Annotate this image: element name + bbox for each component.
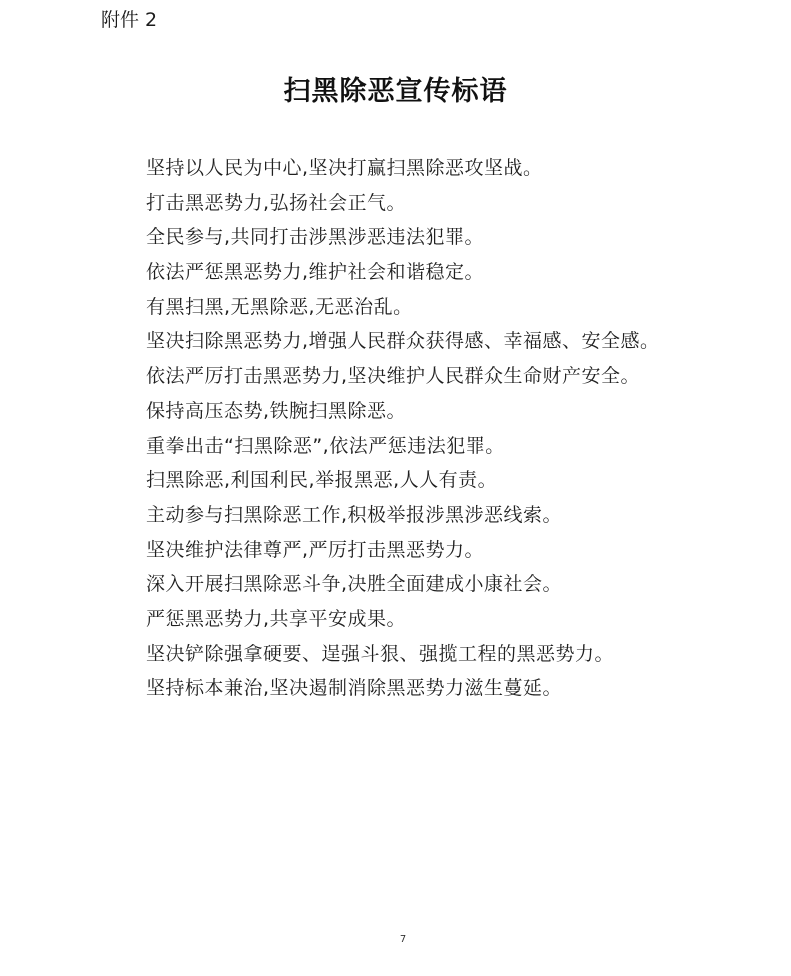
slogan-item: 坚决铲除强拿硬要、逞强斗狠、强揽工程的黑恶势力。 bbox=[146, 642, 615, 665]
document-title: 扫黑除恶宣传标语 bbox=[283, 76, 508, 107]
slogan-item: 扫黑除恶,利国利民,举报黑恶,人人有责。 bbox=[146, 469, 498, 492]
slogan-item: 打击黑恶势力,弘扬社会正气。 bbox=[146, 191, 407, 214]
slogan-item: 依法严惩黑恶势力,维护社会和谐稳定。 bbox=[146, 261, 485, 284]
slogan-item: 严惩黑恶势力,共享平安成果。 bbox=[146, 607, 407, 630]
slogan-item: 坚决扫除黑恶势力,增强人民群众获得感、幸福感、安全感。 bbox=[146, 330, 660, 353]
page-number: 7 bbox=[399, 934, 407, 945]
slogan-item: 全民参与,共同打击涉黑涉恶违法犯罪。 bbox=[146, 226, 485, 249]
slogan-item: 主动参与扫黑除恶工作,积极举报涉黑涉恶线索。 bbox=[146, 503, 563, 526]
slogan-item: 保持高压态势,铁腕扫黑除恶。 bbox=[146, 399, 407, 422]
slogan-item: 坚决维护法律尊严,严厉打击黑恶势力。 bbox=[146, 538, 485, 561]
slogan-item: 有黑扫黑,无黑除恶,无恶治乱。 bbox=[146, 295, 413, 318]
slogan-item: 坚持标本兼治,坚决遏制消除黑恶势力滋生蔓延。 bbox=[146, 677, 563, 700]
slogan-list bbox=[146, 151, 660, 706]
slogan-item: 坚持以人民为中心,坚决打赢扫黑除恶攻坚战。 bbox=[146, 157, 543, 179]
attachment-label: 附件 2 bbox=[101, 9, 158, 31]
slogan-item: 重拳出击“扫黑除恶”,依法严惩违法犯罪。 bbox=[146, 434, 505, 457]
slogan-item: 深入开展扫黑除恶斗争,决胜全面建成小康社会。 bbox=[146, 573, 563, 596]
slogan-item: 依法严厉打击黑恶势力,坚决维护人民群众生命财产安全。 bbox=[146, 365, 641, 388]
